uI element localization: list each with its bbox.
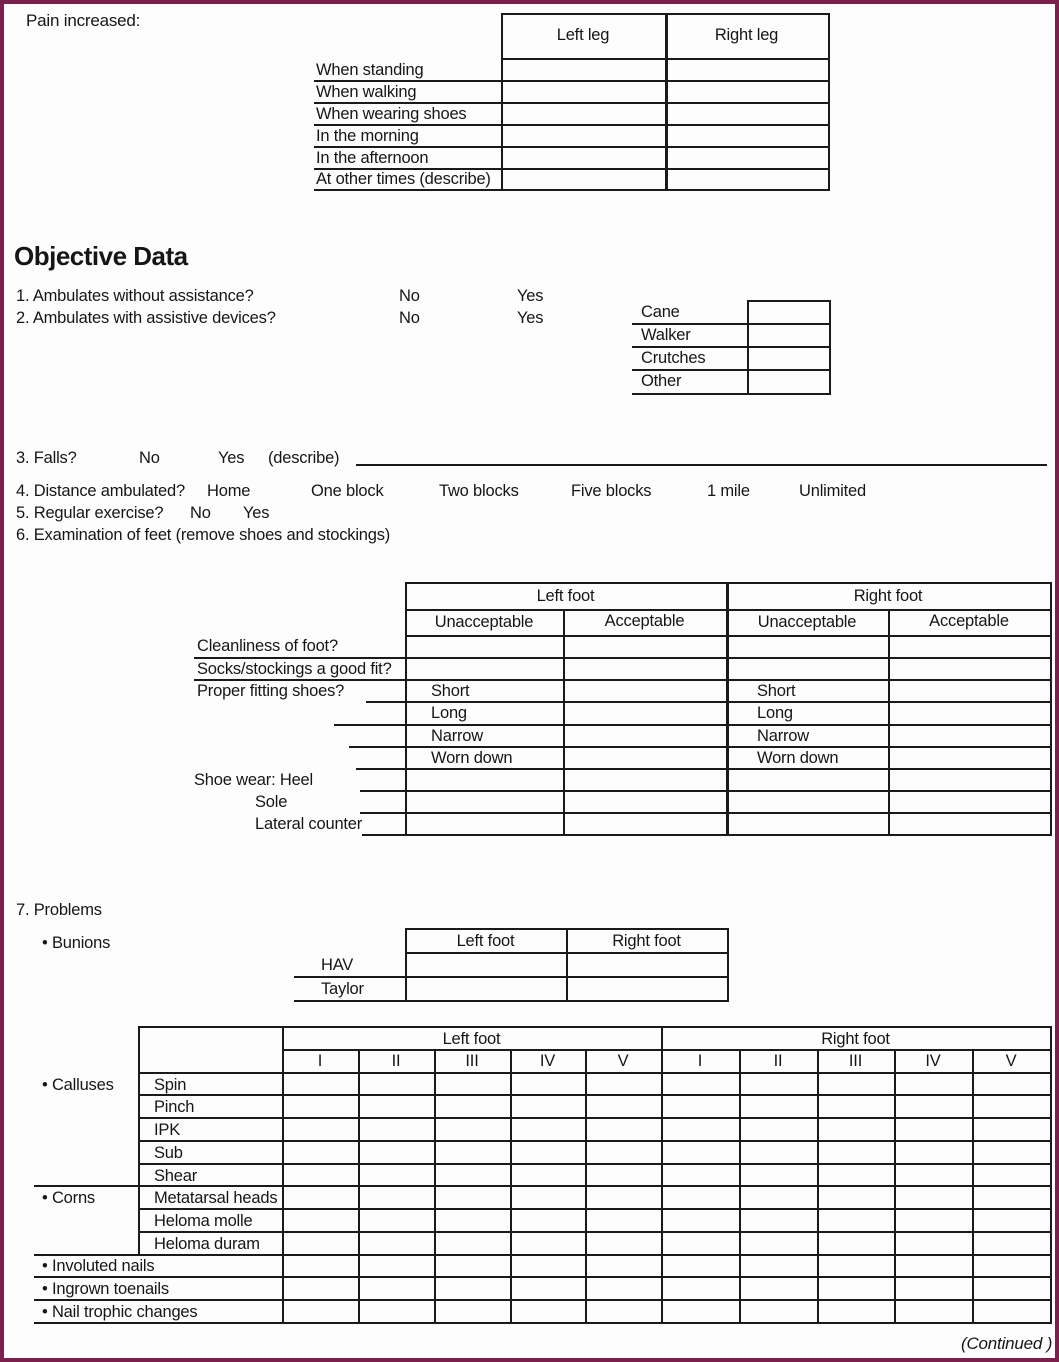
grid-line bbox=[739, 1049, 741, 1322]
exam-row-label-cleanliness: Cleanliness of foot? bbox=[197, 637, 338, 655]
fit-option-left-short: Short bbox=[431, 682, 470, 700]
pain-increased-label: Pain increased: bbox=[26, 11, 141, 30]
grid-line bbox=[632, 393, 831, 395]
grid-line bbox=[138, 1117, 1052, 1119]
problem-row-ingrown-toenails: • Ingrown toenails bbox=[42, 1280, 169, 1298]
bunion-row-label-taylor: Taylor bbox=[321, 980, 364, 998]
grid-line bbox=[356, 768, 1052, 770]
grid-line bbox=[138, 1072, 1052, 1074]
device-label-cane: Cane bbox=[641, 303, 680, 321]
grid-line bbox=[360, 790, 1052, 792]
grid-line bbox=[747, 300, 831, 302]
problem-row-nail-trophic-changes: • Nail trophic changes bbox=[42, 1303, 198, 1321]
grid-line bbox=[972, 1049, 974, 1322]
exam-row-label-heel: Shoe wear: Heel bbox=[194, 771, 313, 789]
grid-line bbox=[358, 1049, 360, 1322]
bunions-col-right-foot: Right foot bbox=[612, 932, 681, 950]
q5-label: 5. Regular exercise? bbox=[16, 504, 164, 522]
q3-no-option[interactable]: No bbox=[139, 449, 160, 467]
fit-option-right-worn-down: Worn down bbox=[757, 749, 839, 767]
fit-option-left-worn-down: Worn down bbox=[431, 749, 513, 767]
grid-line bbox=[138, 1094, 1052, 1096]
grid-col-left-foot: Left foot bbox=[442, 1030, 501, 1048]
pain-row-label: When standing bbox=[316, 61, 424, 79]
fit-option-left-long: Long bbox=[431, 704, 467, 722]
exam-subheader-unacceptable: Unacceptable bbox=[434, 613, 534, 631]
toe-numeral: I bbox=[697, 1052, 703, 1070]
grid-line bbox=[510, 1049, 512, 1322]
exam-row-label-socks: Socks/stockings a good fit? bbox=[197, 660, 392, 678]
q3-describe-label: (describe) bbox=[268, 449, 340, 467]
callus-row-label: Spin bbox=[154, 1076, 187, 1094]
bunion-row-label-hav: HAV bbox=[321, 956, 354, 974]
exam-subheader-unacceptable: Unacceptable bbox=[757, 613, 857, 631]
grid-line bbox=[294, 976, 729, 978]
q5-yes-option[interactable]: Yes bbox=[243, 504, 270, 522]
grid-line bbox=[747, 300, 749, 393]
q4-option-home[interactable]: Home bbox=[207, 482, 251, 500]
pain-row-label: When wearing shoes bbox=[316, 105, 467, 123]
q2-label: 2. Ambulates with assistive devices? bbox=[16, 309, 276, 327]
grid-line bbox=[727, 928, 729, 1000]
grid-line bbox=[138, 1163, 1052, 1165]
grid-line bbox=[34, 1299, 1052, 1301]
corn-row-label: Metatarsal heads bbox=[154, 1189, 278, 1207]
pain-row-label: At other times (describe) bbox=[316, 170, 491, 188]
grid-line bbox=[1050, 582, 1052, 834]
grid-line bbox=[888, 609, 890, 834]
grid-line bbox=[894, 1049, 896, 1322]
q3-yes-option[interactable]: Yes bbox=[218, 449, 245, 467]
q5-no-option[interactable]: No bbox=[190, 504, 211, 522]
pain-row-label: When walking bbox=[316, 83, 417, 101]
toe-numeral: III bbox=[848, 1052, 863, 1070]
grid-line bbox=[34, 1276, 1052, 1278]
bunions-col-left-foot: Left foot bbox=[456, 932, 515, 950]
toe-numeral: IV bbox=[539, 1052, 556, 1070]
grid-line bbox=[138, 1208, 1052, 1210]
q6-label: 6. Examination of feet (remove shoes and stockings) bbox=[16, 526, 391, 544]
toe-numeral: II bbox=[773, 1052, 783, 1070]
corn-row-label: Heloma duram bbox=[154, 1235, 260, 1253]
toe-numeral: II bbox=[391, 1052, 401, 1070]
grid-line bbox=[360, 812, 1052, 814]
grid-line bbox=[362, 834, 1052, 836]
q3-label: 3. Falls? bbox=[16, 449, 77, 467]
q1-yes-option[interactable]: Yes bbox=[517, 287, 544, 305]
pain-row-label: In the morning bbox=[316, 127, 419, 145]
q4-option-five-blocks[interactable]: Five blocks bbox=[571, 482, 652, 500]
grid-line bbox=[138, 1140, 1052, 1142]
grid-line bbox=[34, 1322, 1052, 1324]
grid-line bbox=[1050, 1026, 1052, 1322]
q2-yes-option[interactable]: Yes bbox=[517, 309, 544, 327]
grid-line bbox=[138, 1026, 1052, 1028]
problem-row-involuted-nails: • Involuted nails bbox=[42, 1257, 155, 1275]
exam-row-label-lateral: Lateral counter bbox=[255, 815, 363, 833]
grid-line bbox=[314, 189, 830, 191]
corns-bullet-label: • Corns bbox=[42, 1189, 95, 1207]
exam-left-foot-header: Left foot bbox=[536, 587, 595, 605]
device-label-walker: Walker bbox=[641, 326, 691, 344]
exam-row-label-shoes: Proper fitting shoes? bbox=[197, 682, 345, 700]
grid-line bbox=[817, 1049, 819, 1322]
continued-label: (Continued ) bbox=[961, 1334, 1053, 1353]
fit-option-right-narrow: Narrow bbox=[757, 727, 809, 745]
q4-option-unlimited[interactable]: Unlimited bbox=[799, 482, 866, 500]
fit-option-left-narrow: Narrow bbox=[431, 727, 483, 745]
calluses-bullet-label: • Calluses bbox=[42, 1076, 114, 1094]
bunions-bullet-label: • Bunions bbox=[42, 934, 111, 952]
fit-option-right-long: Long bbox=[757, 704, 793, 722]
callus-row-label: Shear bbox=[154, 1167, 198, 1185]
grid-line bbox=[366, 701, 1052, 703]
q3-describe-blank-line[interactable] bbox=[356, 464, 1047, 466]
device-label-other: Other bbox=[641, 372, 682, 390]
callus-row-label: IPK bbox=[154, 1121, 180, 1139]
grid-line bbox=[563, 609, 565, 834]
problems-heading: 7. Problems bbox=[16, 901, 102, 919]
exam-subheader-acceptable: Acceptable bbox=[929, 612, 1009, 630]
pain-col-left-leg: Left leg bbox=[556, 26, 610, 44]
q4-label: 4. Distance ambulated? bbox=[16, 482, 185, 500]
toe-numeral: III bbox=[465, 1052, 479, 1070]
q4-option-1-mile[interactable]: 1 mile bbox=[707, 482, 750, 500]
q1-label: 1. Ambulates without assistance? bbox=[16, 287, 254, 305]
device-label-crutches: Crutches bbox=[641, 349, 706, 367]
pain-col-right-leg: Right leg bbox=[714, 26, 779, 44]
grid-line bbox=[828, 13, 830, 191]
grid-line bbox=[434, 1049, 436, 1322]
toe-numeral: V bbox=[617, 1052, 629, 1070]
pain-row-label: In the afternoon bbox=[316, 149, 429, 167]
exam-row-label-sole: Sole bbox=[255, 793, 288, 811]
q4-option-two-blocks[interactable]: Two blocks bbox=[439, 482, 519, 500]
exam-right-foot-header: Right foot bbox=[853, 587, 923, 605]
grid-line bbox=[585, 1049, 587, 1322]
toe-numeral: V bbox=[1005, 1052, 1017, 1070]
grid-line bbox=[294, 1000, 729, 1002]
q1-no-option[interactable]: No bbox=[399, 287, 420, 305]
objective-data-heading: Objective Data bbox=[14, 241, 188, 271]
grid-line bbox=[829, 300, 831, 393]
grid-col-right-foot: Right foot bbox=[821, 1030, 890, 1048]
exam-subheader-acceptable: Acceptable bbox=[604, 612, 685, 630]
grid-line bbox=[138, 1231, 1052, 1233]
corn-row-label: Heloma molle bbox=[154, 1212, 253, 1230]
toe-numeral: I bbox=[317, 1052, 323, 1070]
fit-option-right-short: Short bbox=[757, 682, 796, 700]
grid-line bbox=[34, 1254, 1052, 1256]
q2-no-option[interactable]: No bbox=[399, 309, 420, 327]
callus-row-label: Sub bbox=[154, 1144, 183, 1162]
grid-line bbox=[138, 1026, 140, 1254]
callus-row-label: Pinch bbox=[154, 1098, 195, 1116]
q4-option-one-block[interactable]: One block bbox=[311, 482, 384, 500]
toe-numeral: IV bbox=[925, 1052, 941, 1070]
